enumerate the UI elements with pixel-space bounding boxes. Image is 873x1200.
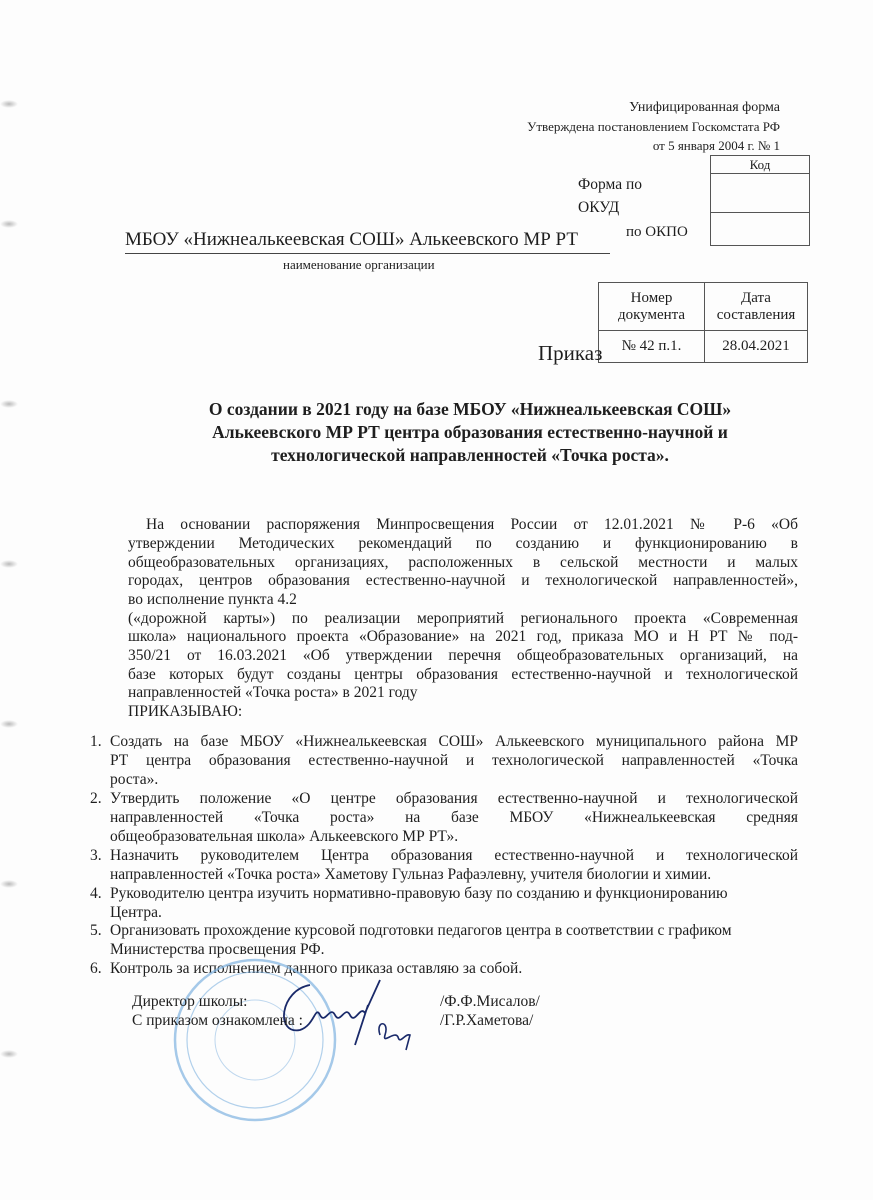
okud-label: Форма по <box>578 176 643 193</box>
director-name: /Ф.Ф.Мисалов/ <box>440 993 540 1010</box>
item-line: Руководителю центра изучить нормативно-правовую базу по созданию и функционированию <box>110 885 728 902</box>
item-line: Контроль за исполнением данного приказа оставляю за собой. <box>110 960 523 977</box>
item-line: направленностей «Точка роста» Хаметову Гульназ Рафаэлевну, учителя биологии и химии. <box>110 866 712 883</box>
preamble-line: («дорожной карты») по реализации мероприятий регионального проекта «Современная <box>128 610 798 627</box>
approval-date: от 5 января 2004 г. № 1 <box>652 138 780 153</box>
item-line: Центра. <box>110 904 162 921</box>
item-line: общеобразовательная школа» Алькеевского МР РТ». <box>110 828 459 845</box>
organization-caption: наименование организации <box>283 257 435 272</box>
okpo-code-cell <box>711 213 810 246</box>
item-line: РТ центра образования естественно-научной и технологической направленностей «Точка <box>110 752 798 769</box>
document-number: № 42 п.1. <box>599 331 705 363</box>
code-table <box>710 155 810 246</box>
preamble-line: утверждении Методических рекомендаций по созданию и функционированию в <box>128 535 798 552</box>
preamble-line: На основании распоряжения Минпросвещения России от 12.01.2021 № Р-6 «Об <box>146 516 798 533</box>
preamble-line: общеобразовательных организациях, расположенных в сельской местности и малых <box>128 554 798 571</box>
okpo-label: по ОКПО <box>626 224 688 240</box>
preamble-line: во исполнение пункта 4.2 <box>128 591 297 608</box>
acknowledgement-name: /Г.Р.Хаметова/ <box>440 1012 534 1029</box>
item-line: Создать на базе МБОУ «Нижнеалькеевская СОШ» Алькеевского муниципального района МР <box>110 733 798 750</box>
item-number: 4. <box>90 885 102 902</box>
scan-speck <box>0 560 18 568</box>
scan-speck <box>0 720 18 728</box>
item-number: 2. <box>90 790 102 807</box>
item-line: Назначить руководителем Центра образования естественно-научной и технологической <box>110 847 798 864</box>
item-number: 1. <box>90 733 102 750</box>
item-number: 3. <box>90 847 102 864</box>
document-number-date-table <box>598 282 808 363</box>
item-line: роста». <box>110 771 159 788</box>
scan-speck <box>0 100 18 108</box>
scan-speck <box>0 880 18 888</box>
acknowledgement-signature <box>370 1015 420 1055</box>
preamble-line: 350/21 от 16.03.2021 «Об утверждении перечня общеобразовательных организаций, на <box>128 647 798 664</box>
document-date: 28.04.2021 <box>705 331 808 363</box>
order-title: О создании в 2021 году на базе МБОУ «Нижнеалькеевская СОШ» Алькеевского МР РТ центра образования естественно-научной и технологической направленностей «Точка роста». <box>208 399 732 465</box>
organization-name: МБОУ «Нижнеалькеевская СОШ» Алькеевского МР РТ <box>125 229 610 254</box>
item-line: направленностей «Точка роста» на базе МБОУ «Нижнеалькеевская средняя <box>110 809 798 826</box>
item-line: Утвердить положение «О центре образования естественно-научной и технологической <box>110 790 798 807</box>
preamble-line: базе которых будут созданы центры образования естественно-научной и технологической <box>128 666 798 683</box>
preamble-line: городах, центров образования естественно-научной и технологической направленностей», <box>128 572 798 589</box>
okud-code-cell <box>711 174 810 213</box>
scan-speck <box>0 220 18 228</box>
code-header: Код <box>711 156 810 174</box>
scan-speck <box>0 400 18 408</box>
director-label: Директор школы: <box>132 993 248 1010</box>
item-line: Министерства просвещения РФ. <box>110 941 325 958</box>
preamble-line: направленностей «Точка роста» в 2021 году <box>128 684 418 701</box>
item-number: 6. <box>90 960 102 977</box>
item-number: 5. <box>90 922 102 939</box>
date-header: Дата составления <box>705 283 808 331</box>
okud-label-2: ОКУД <box>578 199 620 216</box>
form-label: Унифицированная форма <box>629 100 780 115</box>
order-word: ПРИКАЗЫВАЮ: <box>128 703 243 720</box>
item-line: Организовать прохождение курсовой подготовки педагогов центра в соответствии с графиком <box>110 922 732 939</box>
number-header: Номер документа <box>599 283 705 331</box>
approval-line: Утверждена постановлением Госкомстата РФ <box>527 119 780 134</box>
document-type: Приказ <box>538 341 603 365</box>
scan-speck <box>0 1050 18 1058</box>
preamble-line: школа» национального проекта «Образование» на 2021 год, приказа МО и Н РТ № под- <box>128 628 798 645</box>
acknowledgement-label: С приказом ознакомлена : <box>132 1012 303 1029</box>
